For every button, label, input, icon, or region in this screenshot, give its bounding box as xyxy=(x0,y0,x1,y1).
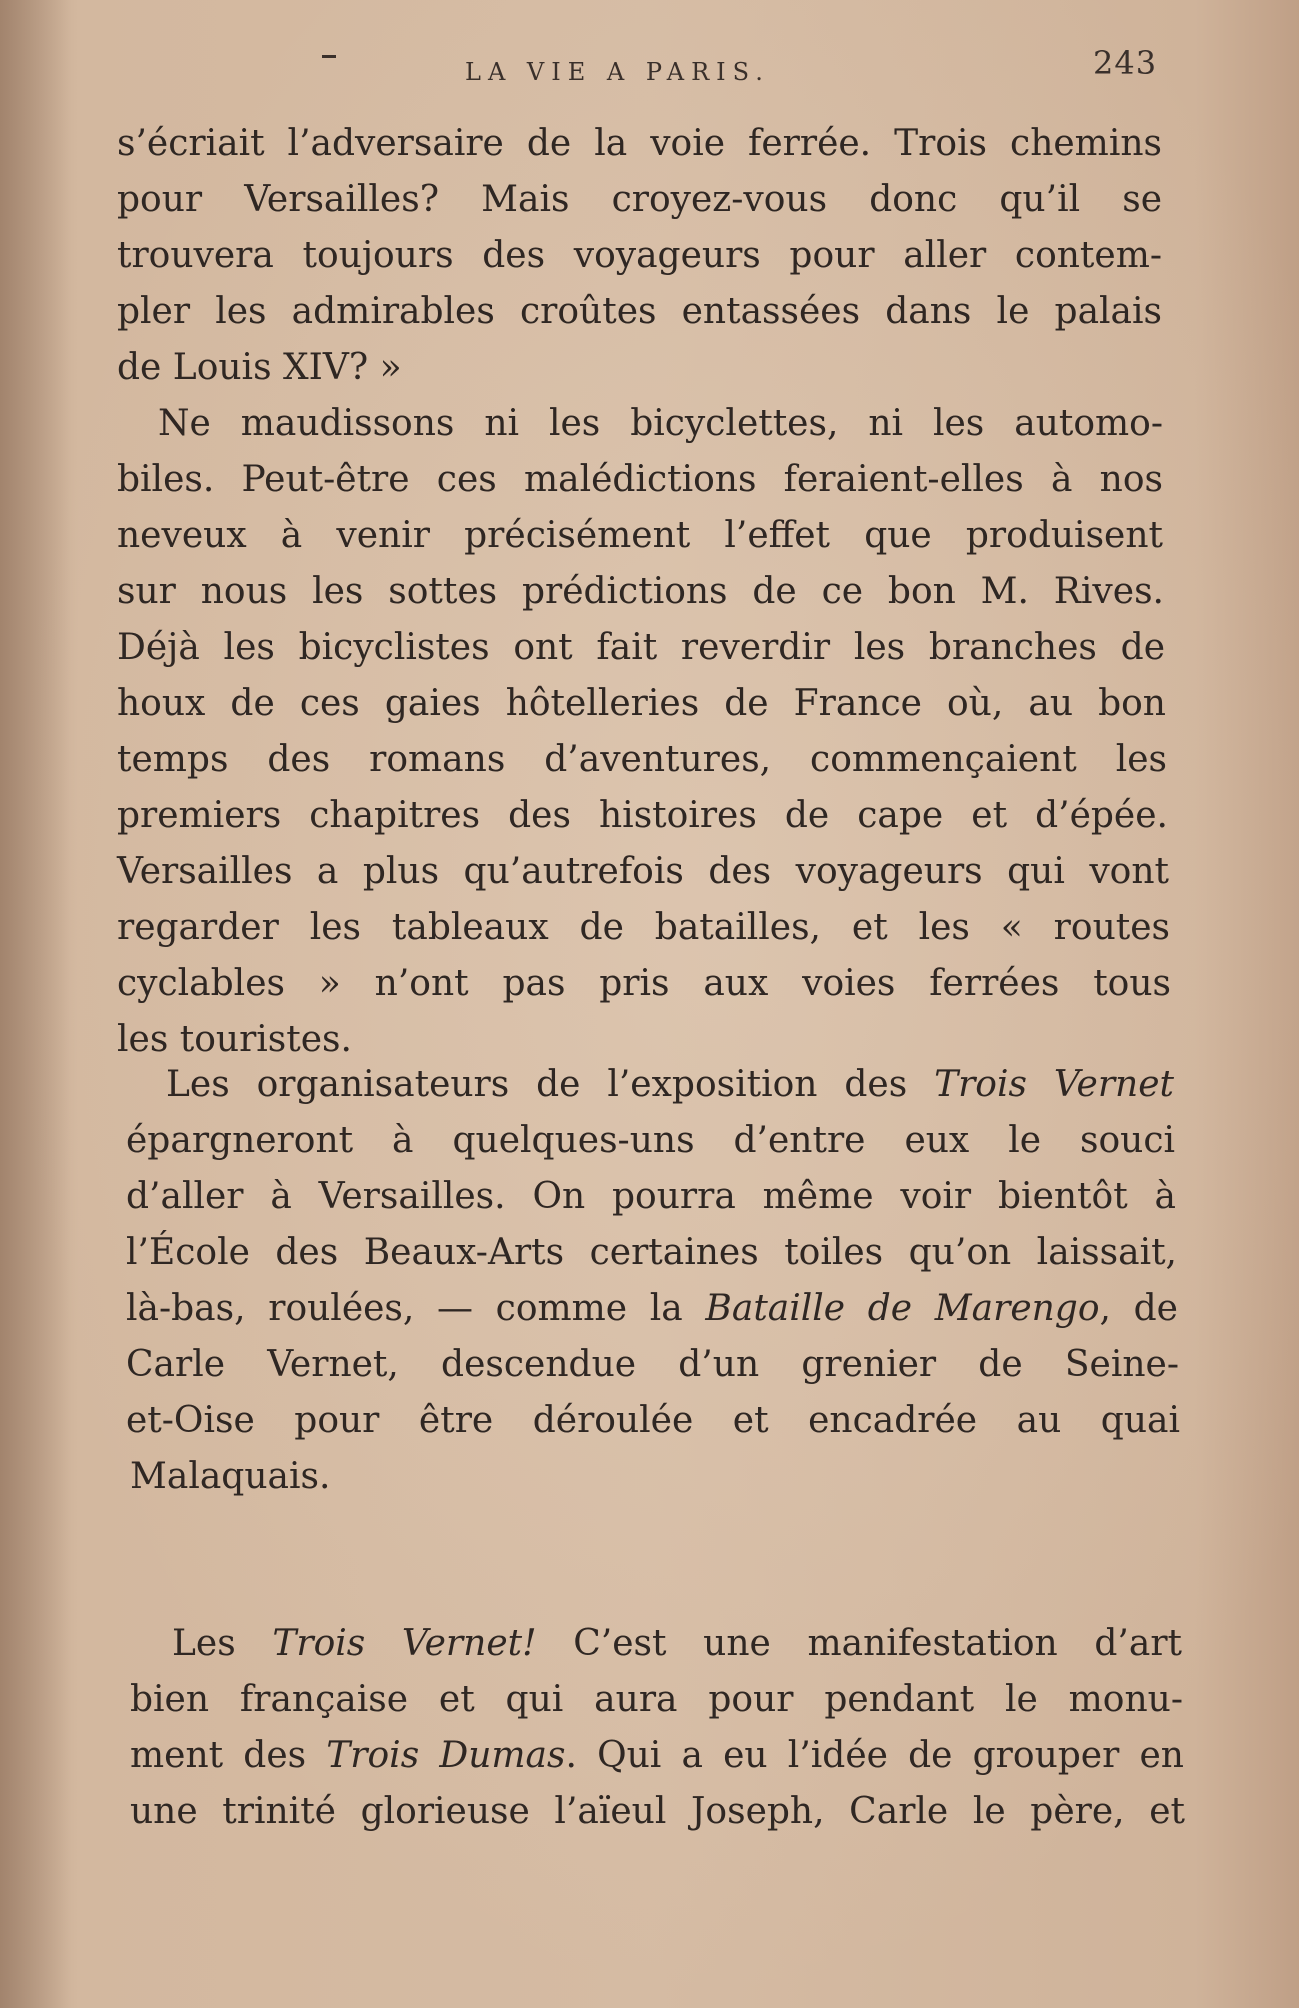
text-line: Versailles a plus qu’autrefois des voyageurs qui vont xyxy=(117,851,1169,892)
text-line: ment des Trois Dumas. Qui a eu l’idée de grouper en xyxy=(130,1735,1184,1776)
italic-title: Trois Dumas xyxy=(326,1735,566,1776)
text-line: pler les admirables croûtes entassées dans le palais xyxy=(117,291,1162,332)
text-line: là-bas, roulées, — comme la Bataille de Marengo, de xyxy=(126,1288,1178,1329)
text-line: l’École des Beaux-Arts certaines toiles qu’on laissait, xyxy=(126,1232,1177,1273)
text-line: d’aller à Versailles. On pourra même voir bientôt à xyxy=(126,1176,1176,1217)
text-line: de Louis XIV? » xyxy=(117,347,402,388)
text-line: cyclables » n’ont pas pris aux voies ferrées tous xyxy=(117,963,1171,1004)
header-dash xyxy=(322,55,336,58)
text-line: bien française et qui aura pour pendant le monu- xyxy=(130,1679,1183,1720)
text-line: trouvera toujours des voyageurs pour aller contem- xyxy=(117,235,1162,276)
text-line: Ne maudissons ni les bicyclettes, ni les automo- xyxy=(158,403,1163,444)
text-line: pour Versailles? Mais croyez-vous donc qu’il se xyxy=(117,179,1162,220)
text-line: Déjà les bicyclistes ont fait reverdir les branches de xyxy=(117,627,1165,668)
text-line: Les Trois Vernet! C’est une manifestation d’art xyxy=(172,1623,1182,1664)
italic-title: Trois Vernet! xyxy=(272,1623,537,1664)
page-number: 243 xyxy=(1093,44,1158,82)
text-line: temps des romans d’aventures, commençaient les xyxy=(117,739,1167,780)
text-line: Carle Vernet, descendue d’un grenier de Seine- xyxy=(126,1344,1179,1385)
text-line: s’écriait l’adversaire de la voie ferrée. Trois chemins xyxy=(117,123,1162,164)
text-line: Malaquais. xyxy=(130,1456,331,1497)
text-line: houx de ces gaies hôtelleries de France où, au bon xyxy=(117,683,1166,724)
text-line: biles. Peut-être ces malédictions feraient-elles à nos xyxy=(117,459,1163,500)
text-line: et-Oise pour être déroulée et encadrée au quai xyxy=(126,1400,1180,1441)
gutter-shadow xyxy=(0,0,70,2008)
italic-title: Bataille de Marengo xyxy=(705,1288,1100,1329)
text-line: Les organisateurs de l’exposition des Trois Vernet xyxy=(166,1064,1174,1105)
text-line: les touristes. xyxy=(117,1019,352,1060)
text-line: épargneront à quelques-uns d’entre eux le souci xyxy=(126,1120,1175,1161)
text-line: neveux à venir précisément l’effet que produisent xyxy=(117,515,1163,556)
italic-title: Trois Vernet xyxy=(934,1064,1174,1105)
text-line: une trinité glorieuse l’aïeul Joseph, Carle le père, et xyxy=(130,1791,1185,1832)
text-line: sur nous les sottes prédictions de ce bon M. Rives. xyxy=(117,571,1164,612)
running-head: LA VIE A PARIS. xyxy=(465,58,770,86)
text-line: regarder les tableaux de batailles, et les « routes xyxy=(117,907,1170,948)
text-line: premiers chapitres des histoires de cape et d’épée. xyxy=(117,795,1168,836)
